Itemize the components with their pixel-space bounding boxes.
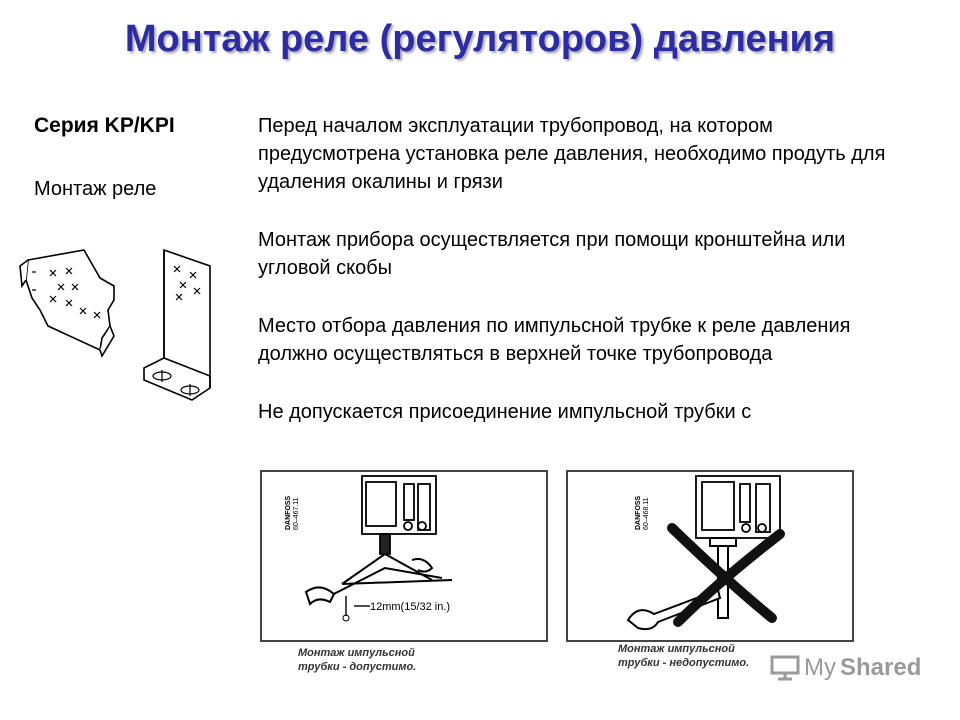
- caption-not-allowed: [618, 642, 749, 670]
- mounting-brackets-illustration: [14, 238, 224, 418]
- watermark-suffix: Shared: [840, 654, 922, 681]
- pipe-connection-icon: [322, 554, 452, 600]
- caption-not-allowed-line2: трубки - недопустимо.: [618, 657, 750, 669]
- caption-not-allowed-line1: Монтаж импульсной: [618, 643, 735, 655]
- figure-allowed: [260, 470, 548, 642]
- brand-text: DANFOSS: [635, 495, 642, 530]
- relay-body-icon: [362, 476, 436, 554]
- caption-allowed-line1: Монтаж импульсной: [298, 647, 415, 659]
- code-text: 60–468.11: [643, 497, 650, 530]
- paragraph-not-allowed: Не допускается присоединение импульсной трубки с: [258, 401, 752, 423]
- wrench-size-label: 12mm(15/32 in.): [370, 601, 451, 613]
- watermark-prefix: My: [804, 654, 836, 681]
- paragraph-bracket: Монтаж прибора осуществляется при помощи кронштейна или угловой скобы: [258, 229, 846, 279]
- paragraph-purge: Перед началом эксплуатации трубопровод, на котором предусмотрена установка реле давления, необходимо продуть для удаления окалины и грязи: [258, 115, 886, 193]
- brand-text: DANFOSS: [285, 495, 292, 530]
- paragraph-pressure-point: Место отбора давления по импульсной трубке к реле давления должно осуществляться в верхней точке трубопровода: [258, 315, 851, 365]
- presentation-icon: [770, 655, 800, 681]
- series-label: Серия KP/KPI: [34, 114, 175, 137]
- slide-title: Монтаж реле (регуляторов) давления: [124, 18, 836, 60]
- watermark: [770, 654, 921, 682]
- relay-body-icon: [696, 476, 780, 538]
- angle-bracket-icon: [144, 250, 210, 400]
- caption-allowed: [298, 646, 416, 674]
- mount-label: Монтаж реле: [34, 178, 157, 200]
- allowed-mounting-drawing: [262, 472, 546, 640]
- flat-bracket-icon: [20, 250, 114, 356]
- caption-allowed-line2: трубки - допустимо.: [298, 661, 417, 673]
- figure-not-allowed: [566, 470, 854, 642]
- code-text: 60–467.11: [293, 497, 300, 530]
- body-text: [258, 112, 898, 456]
- not-allowed-mounting-drawing: [568, 472, 852, 640]
